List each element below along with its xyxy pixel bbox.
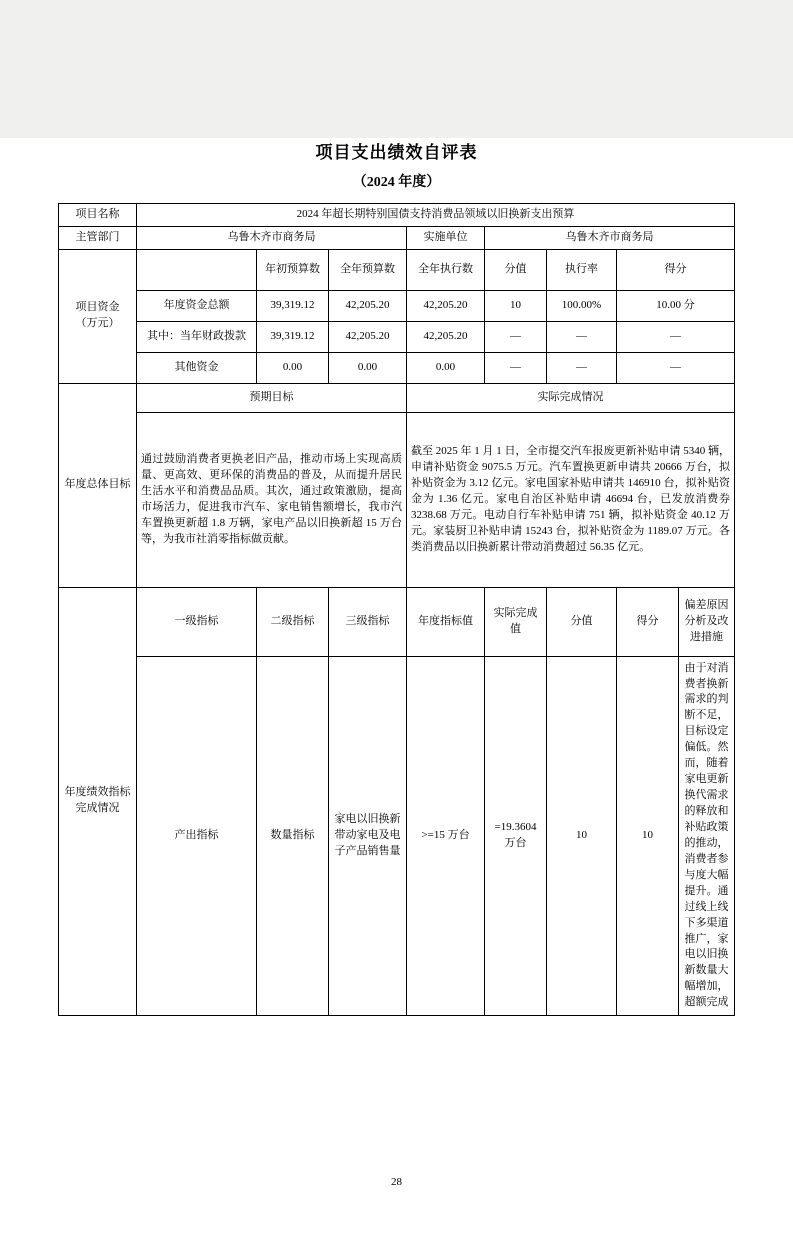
fund-row-budget: 42,205.20 [329,321,407,352]
table-row [59,587,735,656]
indicator-col-level1: 一级指标 [137,587,257,656]
indicator-section-label: 年度绩效指标完成情况 [59,587,137,1015]
fund-row-begin: 39,319.12 [257,321,329,352]
dept-value: 乌鲁木齐市商务局 [137,226,407,249]
table-row [59,321,735,352]
fund-row-budget: 0.00 [329,352,407,383]
annual-goal-actual: 截至 2025 年 1 月 1 日，全市提交汽车报废更新补贴申请 5340 辆，申请补贴资金 9075.5 万元。汽车置换更新申请共 20666 万台，拟补贴资金为 3.12 亿元。家电国家补贴申请共 146910 台，拟补贴资金为 1.36 亿元。家电自治区补贴申请 46694 台，已发放消费券 3238.68 万元。电动自行车补贴申请 751 辆，拟补贴资金 40.12 万元。家装厨卫补贴申请 15243 台，拟补贴资金为 1189.07 万元。各类消费品以旧换新累计带动消费超过 56.35 亿元。 [407,412,735,587]
indicator-target-value: >=15 万台 [407,656,485,1015]
col-begin-budget: 年初预算数 [257,249,329,290]
col-year-budget: 全年预算数 [329,249,407,290]
fund-row-rate: 100.00% [547,290,617,321]
fund-row-exec: 42,205.20 [407,290,485,321]
indicator-level3: 家电以旧换新带动家电及电子产品销售量 [329,656,407,1015]
performance-self-evaluation-table [58,203,735,1016]
indicator-col-deviation: 偏差原因分析及改进措施 [679,587,735,656]
table-row [59,249,735,290]
indicator-col-actual-value: 实际完成值 [485,587,547,656]
funds-label [59,249,137,383]
table-row [59,383,735,412]
fund-row-rate: — [547,321,617,352]
fund-row-score: 10.00 分 [617,290,735,321]
fund-row-name: 其中：当年财政拨款 [137,321,257,352]
project-name-value: 2024 年超长期特别国债支持消费品领域以旧换新支出预算 [137,204,735,227]
col-score-value: 分值 [485,249,547,290]
document-page [0,138,793,1260]
indicator-col-score-value: 分值 [547,587,617,656]
page-title: 项目支出绩效自评表 [315,143,478,162]
fund-row-begin: 0.00 [257,352,329,383]
fund-row-name: 其他资金 [137,352,257,383]
indicator-level2: 数量指标 [257,656,329,1015]
page-subtitle: （2024 年度） [352,175,441,190]
indicator-deviation: 由于对消费者换新需求的判断不足，目标设定偏低。然而，随着家电更新换代需求的释放和补贴政策的推动，消费者参与度大幅提升。通过线上线下多渠道推广，家电以旧换新数量大幅增加，超额完成 [679,656,735,1015]
annual-goal-expected: 通过鼓励消费者更换老旧产品，推动市场上实现高质量、更高效、更环保的消费品的普及，从而提升居民生活水平和消费品品质。其次，通过政策激励，提高市场活力，促进我市汽车、家电销售额增长，我市汽车置换更新超 1.8 万辆，家电产品以旧换新超 15 万台等，为我市社消零指标做贡献。 [137,412,407,587]
table-row [59,352,735,383]
table-row [59,290,735,321]
indicator-actual-value: =19.3604 万台 [485,656,547,1015]
table-row [59,226,735,249]
annual-goal-label [59,383,137,587]
fund-row-exec: 0.00 [407,352,485,383]
indicator-level1: 产出指标 [137,656,257,1015]
fund-row-score-value: — [485,321,547,352]
indicator-col-score: 得分 [617,587,679,656]
implement-label: 实施单位 [407,226,485,249]
expected-target-header: 预期目标 [137,383,407,412]
implement-value: 乌鲁木齐市商务局 [485,226,735,249]
annual-goal-label-text: 年度总体目标 [64,478,131,491]
indicator-col-target-value: 年度指标值 [407,587,485,656]
fund-row-rate: — [547,352,617,383]
page-number: 28 [391,1176,402,1188]
col-score: 得分 [617,249,735,290]
fund-row-exec: 42,205.20 [407,321,485,352]
col-year-exec: 全年执行数 [407,249,485,290]
actual-result-header: 实际完成情况 [407,383,735,412]
indicator-col-level3: 三级指标 [329,587,407,656]
dept-label: 主管部门 [59,226,137,249]
fund-row-score: — [617,352,735,383]
fund-row-begin: 39,319.12 [257,290,329,321]
fund-row-budget: 42,205.20 [329,290,407,321]
col-exec-rate: 执行率 [547,249,617,290]
fund-row-name: 年度资金总额 [137,290,257,321]
fund-row-score-value: 10 [485,290,547,321]
table-row [59,412,735,587]
fund-row-score-value: — [485,352,547,383]
indicator-col-level2: 二级指标 [257,587,329,656]
fund-row-score: — [617,321,735,352]
funds-blank-cell [137,249,257,290]
project-name-label: 项目名称 [59,204,137,227]
indicator-score: 10 [617,656,679,1015]
funds-label-text: 项目资金 [75,301,120,314]
table-row [59,656,735,1015]
funds-unit-text: （万元） [75,317,120,330]
indicator-score-value: 10 [547,656,617,1015]
table-row [59,204,735,227]
